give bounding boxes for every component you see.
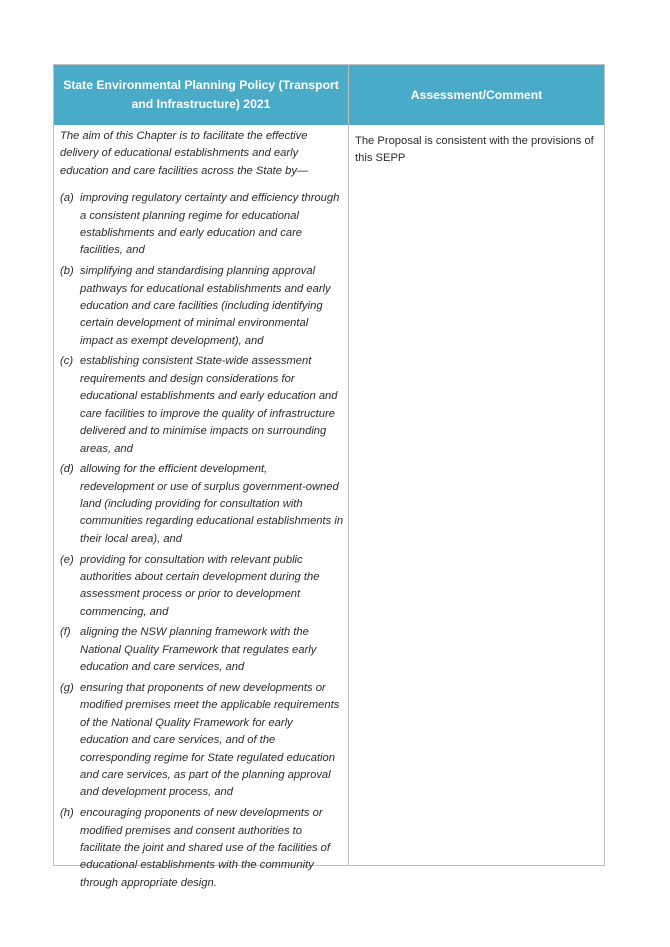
aim-item-label: (b) bbox=[60, 265, 74, 278]
aims-intro: The aim of this Chapter is to facilitate the effective delivery of educational establishments and early education and care facilities across the State by— bbox=[60, 130, 309, 177]
aim-item-label: (f) bbox=[60, 626, 71, 639]
aim-item bbox=[60, 190, 344, 260]
aim-item-text: encouraging proponents of new developments or modified premises and consent authorities to facilitate the joint and shared use of the facilities of educational establishments with the community through appropriate design. bbox=[80, 807, 331, 889]
assessment-table bbox=[53, 64, 605, 889]
aims-list bbox=[60, 190, 344, 892]
aim-item bbox=[60, 461, 344, 548]
aim-item bbox=[60, 805, 344, 892]
aim-item bbox=[60, 263, 344, 350]
aim-item bbox=[60, 624, 344, 676]
table-body-row bbox=[54, 125, 604, 889]
header-assessment-comment: Assessment/Comment bbox=[410, 87, 543, 102]
aim-item-text: aligning the NSW planning framework with the National Quality Framework that regulates early education and care services, and bbox=[80, 626, 317, 674]
aim-item-label: (a) bbox=[60, 192, 74, 205]
header-policy-title: State Environmental Planning Policy (Transport and Infrastructure) 2021 bbox=[54, 65, 349, 125]
aim-item bbox=[60, 353, 344, 457]
aim-item-text: improving regulatory certainty and efficiency through a consistent planning regime for educational establishments and early education and care facilities, and bbox=[80, 192, 340, 257]
aim-item-label: (e) bbox=[60, 553, 74, 566]
aim-item-text: establishing consistent State-wide assessment requirements and design considerations for educational establishments and early education and care facilities to improve the quality of infrastructure delivered and to minimise impacts on surrounding areas, and bbox=[80, 355, 338, 455]
table-header-row bbox=[54, 65, 604, 125]
aim-item bbox=[60, 552, 344, 622]
aim-item-text: simplifying and standardising planning approval pathways for educational establishments and early education and care facilities (including identifying certain development of minimal environmental impact as exempt development), and bbox=[80, 265, 331, 347]
aim-item-label: (g) bbox=[60, 681, 74, 694]
aim-item-label: (d) bbox=[60, 463, 74, 476]
policy-aims-cell bbox=[54, 125, 349, 889]
aim-item-label: (c) bbox=[60, 355, 74, 368]
aim-item bbox=[60, 680, 344, 802]
aim-item-label: (h) bbox=[60, 807, 74, 820]
comment-cell: The Proposal is consistent with the provisions of this SEPP bbox=[355, 135, 594, 165]
aim-item-text: allowing for the efficient development, redevelopment or use of surplus government-owned land (including providing for consultation with communities regarding educational establishments in their local area), and bbox=[80, 463, 344, 545]
aim-item-text: providing for consultation with relevant public authorities about certain development during the assessment process or prior to development commencing, and bbox=[80, 553, 320, 618]
aim-item-text: ensuring that proponents of new developments or modified premises meet the applicable requirements of the National Quality Framework for early education and care services, and of the corresponding regime for State regulated education and care services, as part of the planning approval and development process, and bbox=[80, 681, 340, 799]
